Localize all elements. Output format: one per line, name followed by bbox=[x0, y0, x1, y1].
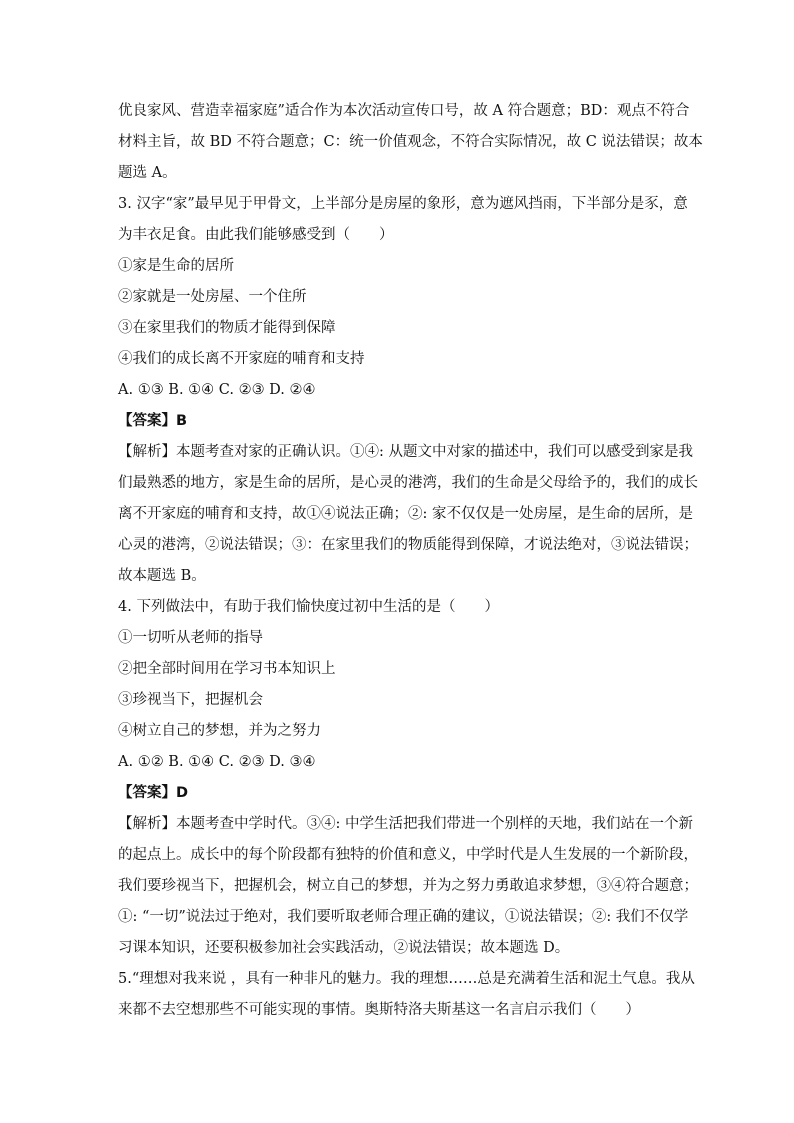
question-4-analysis-line-1: 【解析】本题考查中学时代。③④: 中学生活把我们带进一个别样的天地，我们站在一个新 bbox=[118, 816, 693, 832]
question-3-answer: 【答案】B bbox=[118, 413, 188, 429]
question-4-option-4: ④树立自己的梦想，并为之努力 bbox=[118, 723, 321, 739]
question-4-option-1: ①一切听从老师的指导 bbox=[118, 630, 263, 646]
question-4-analysis-line-5: 习课本知识，还要积极参加社会实践活动，②说法错误；故本题选 D。 bbox=[118, 940, 570, 956]
intro-line-1: 优良家风、营造幸福家庭”适合作为本次活动宣传口号，故 A 符合题意；BD：观点不符合 bbox=[118, 103, 690, 119]
question-3-analysis-line-3: 离不开家庭的哺育和支持，故①④说法正确；②: 家不仅仅是一处房屋，是生命的居所，是 bbox=[118, 506, 693, 522]
question-3-analysis-line-5: 故本题选 B。 bbox=[118, 568, 206, 584]
question-4-stem: 4. 下列做法中，有助于我们愉快度过初中生活的是（ ） bbox=[118, 599, 499, 615]
question-5-stem-line-1: 5.“理想对我来说 ，具有一种非凡的魅力。我的理想……总是充满着生活和泥土气息。我从 bbox=[118, 971, 695, 987]
question-3-choices: A. ①③ B. ①④ C. ②③ D. ②④ bbox=[118, 382, 316, 398]
intro-line-2: 材料主旨，故 BD 不符合题意；C：统一价值观念，不符合实际情况，故 C 说法错误；故本 bbox=[118, 134, 703, 150]
question-4-option-3: ③珍视当下，把握机会 bbox=[118, 692, 263, 708]
question-5-stem-line-2: 来都不去空想那些不可能实现的事情。奥斯特洛夫斯基这一名言启示我们（ ） bbox=[118, 1002, 640, 1018]
question-3-analysis-line-4: 心灵的港湾，②说法错误；③：在家里我们的物质能得到保障，才说法绝对，③说法错误； bbox=[118, 537, 698, 553]
question-3-option-4: ④我们的成长离不开家庭的哺育和支持 bbox=[118, 351, 365, 367]
question-4-choices: A. ①② B. ①④ C. ②③ D. ③④ bbox=[118, 754, 316, 770]
question-3-option-1: ①家是生命的居所 bbox=[118, 258, 234, 274]
question-4-answer: 【答案】D bbox=[118, 785, 189, 801]
question-3-analysis-line-2: 们最熟悉的地方，家是生命的居所，是心灵的港湾，我们的生命是父母给予的，我们的成长 bbox=[118, 475, 698, 491]
question-4-option-2: ②把全部时间用在学习书本知识上 bbox=[118, 661, 336, 677]
question-3-option-2: ②家就是一处房屋、一个住所 bbox=[118, 289, 307, 305]
question-4-analysis-line-4: ①: “一切”说法过于绝对，我们要听取老师合理正确的建议，①说法错误；②: 我们不仅学 bbox=[118, 909, 689, 925]
question-4-analysis-line-3: 我们要珍视当下，把握机会，树立自己的梦想，并为之努力勇敢追求梦想，③④符合题意； bbox=[118, 878, 698, 894]
question-3-analysis-line-1: 【解析】本题考查对家的正确认识。①④: 从题文中对家的描述中，我们可以感受到家是我 bbox=[118, 444, 693, 460]
question-3-option-3: ③在家里我们的物质才能得到保障 bbox=[118, 320, 336, 336]
question-3-stem-line-2: 为丰衣足食。由此我们能够感受到（ ） bbox=[118, 227, 394, 243]
intro-line-3: 题选 A。 bbox=[118, 165, 177, 181]
question-4-analysis-line-2: 的起点上。成长中的每个阶段都有独特的价值和意义，中学时代是人生发展的一个新阶段， bbox=[118, 847, 698, 863]
question-3-stem-line-1: 3. 汉字“家”最早见于甲骨文，上半部分是房屋的象形，意为遮风挡雨，下半部分是豕，意 bbox=[118, 196, 688, 212]
